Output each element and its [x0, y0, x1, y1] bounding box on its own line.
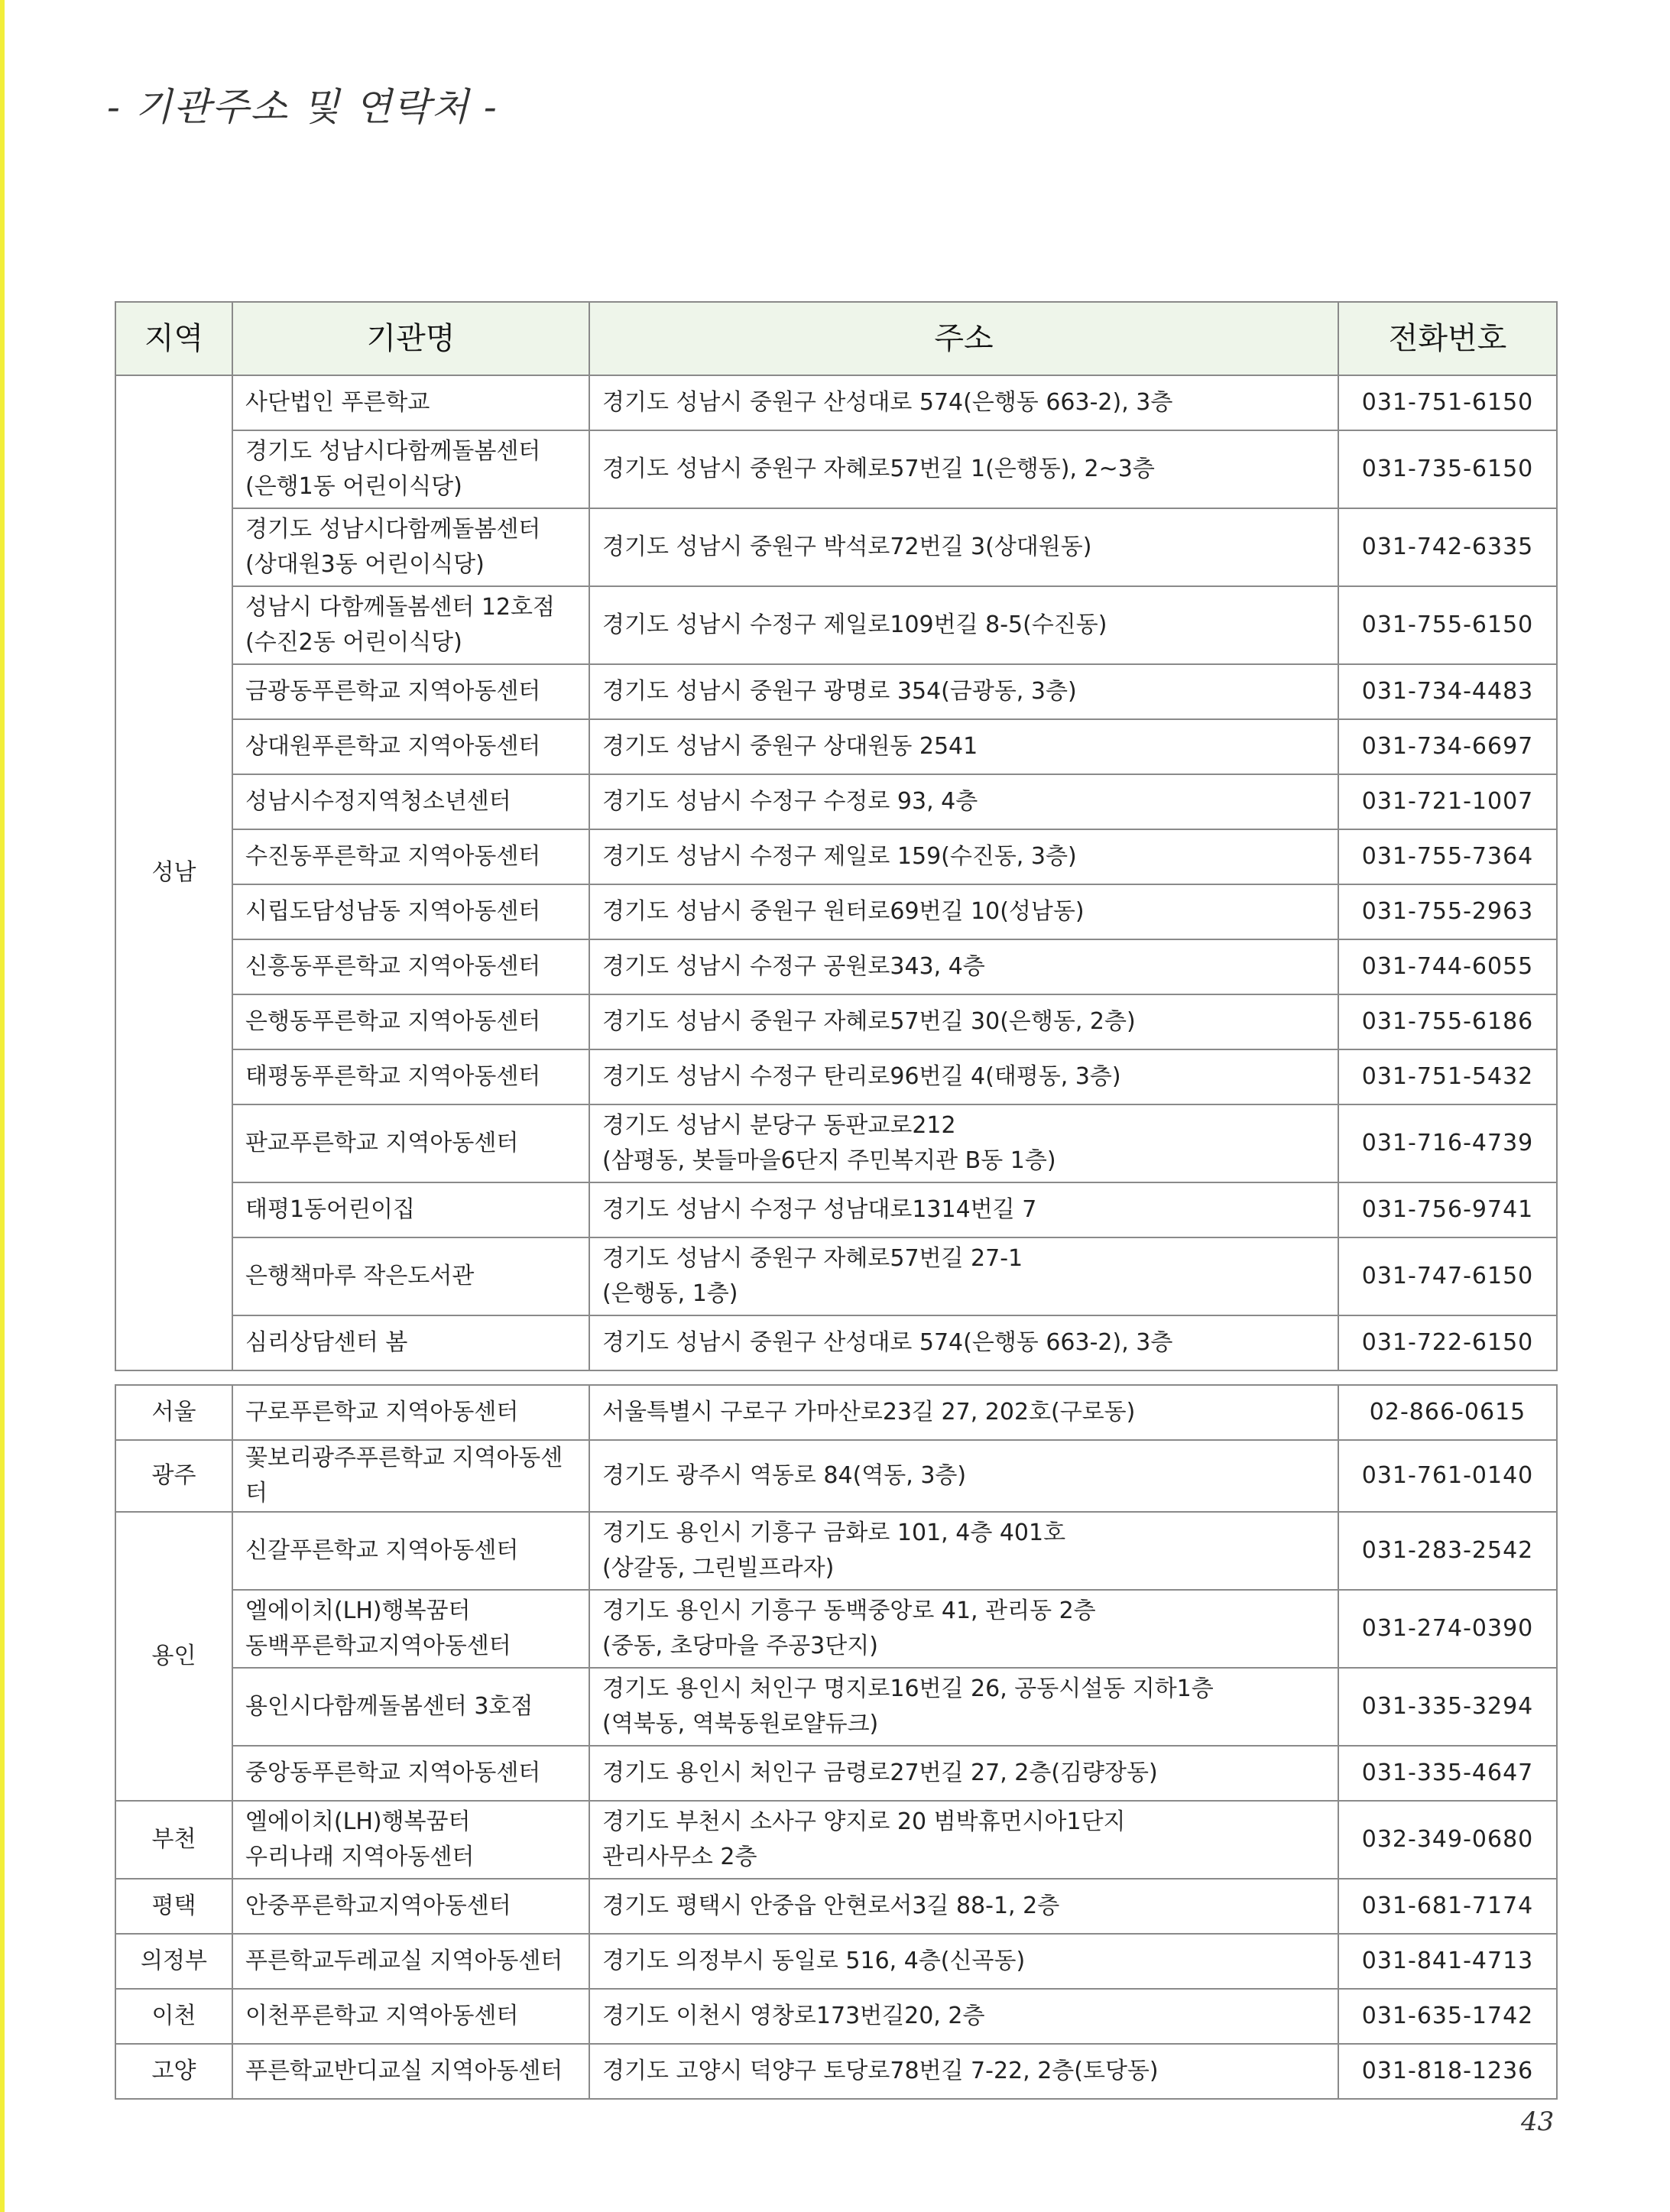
phone-cell: 031-681-7174 [1338, 1879, 1557, 1934]
org-name-cell: 안중푸른학교지역아동센터 [232, 1879, 589, 1934]
address-cell: 경기도 성남시 중원구 자혜로57번길 1(은행동), 2~3층 [589, 430, 1338, 508]
table-row [115, 774, 1557, 829]
table-row [115, 1989, 1557, 2044]
table-row [115, 508, 1557, 586]
table-row [115, 1746, 1557, 1801]
phone-cell: 031-751-5432 [1338, 1049, 1557, 1104]
table-row [115, 1590, 1557, 1668]
address-cell: 경기도 성남시 수정구 수정로 93, 4층 [589, 774, 1338, 829]
address-cell: 경기도 성남시 중원구 산성대로 574(은행동 663-2), 3층 [589, 1315, 1338, 1370]
org-name-cell: 상대원푸른학교 지역아동센터 [232, 719, 589, 774]
address-cell: 경기도 용인시 기흥구 금화로 101, 4층 401호 (상갈동, 그린빌프라자) [589, 1512, 1338, 1590]
address-cell: 경기도 용인시 처인구 금령로27번길 27, 2층(김량장동) [589, 1746, 1338, 1801]
address-cell: 경기도 성남시 중원구 산성대로 574(은행동 663-2), 3층 [589, 375, 1338, 430]
phone-cell: 031-335-4647 [1338, 1746, 1557, 1801]
seongnam-body [115, 375, 1557, 1370]
org-name-cell: 은행동푸른학교 지역아동센터 [232, 994, 589, 1049]
phone-cell: 031-735-6150 [1338, 430, 1557, 508]
org-name-cell: 수진동푸른학교 지역아동센터 [232, 829, 589, 884]
phone-cell: 031-755-7364 [1338, 829, 1557, 884]
org-name-cell: 태평동푸른학교 지역아동센터 [232, 1049, 589, 1104]
phone-cell: 031-755-2963 [1338, 884, 1557, 939]
org-name-cell: 태평1동어린이집 [232, 1182, 589, 1237]
org-name-cell: 이천푸른학교 지역아동센터 [232, 1989, 589, 2044]
phone-cell: 031-747-6150 [1338, 1237, 1557, 1315]
org-name-cell: 구로푸른학교 지역아동센터 [232, 1385, 589, 1440]
region-cell-seoul: 서울 [115, 1385, 232, 1440]
address-cell: 경기도 성남시 수정구 제일로 159(수진동, 3층) [589, 829, 1338, 884]
table-row [115, 1934, 1557, 1989]
page-edge-strip [0, 0, 5, 2212]
org-name-cell: 신갈푸른학교 지역아동센터 [232, 1512, 589, 1590]
table-row [115, 1879, 1557, 1934]
address-cell: 경기도 성남시 중원구 광명로 354(금광동, 3층) [589, 664, 1338, 719]
region-cell-icheon: 이천 [115, 1989, 232, 2044]
org-name-cell: 푸른학교반디교실 지역아동센터 [232, 2044, 589, 2099]
address-cell: 경기도 성남시 중원구 원터로69번길 10(성남동) [589, 884, 1338, 939]
org-name-cell: 푸른학교두레교실 지역아동센터 [232, 1934, 589, 1989]
phone-cell: 031-722-6150 [1338, 1315, 1557, 1370]
table-row [115, 1315, 1557, 1370]
region-cell-bucheon: 부천 [115, 1801, 232, 1879]
phone-cell: 02-866-0615 [1338, 1385, 1557, 1440]
table-row [115, 1512, 1557, 1590]
address-cell: 경기도 성남시 중원구 박석로72번길 3(상대원동) [589, 508, 1338, 586]
phone-cell: 031-761-0140 [1338, 1440, 1557, 1512]
phone-cell: 031-755-6186 [1338, 994, 1557, 1049]
other-regions-table [115, 1384, 1558, 2100]
address-cell: 경기도 용인시 처인구 명지로16번길 26, 공동시설동 지하1층 (역북동, 역북동원로얄듀크) [589, 1668, 1338, 1746]
region-cell-pyeongtaek: 평택 [115, 1879, 232, 1934]
phone-cell: 032-349-0680 [1338, 1801, 1557, 1879]
seongnam-table [115, 301, 1558, 1371]
other-regions-body [115, 1385, 1557, 2099]
address-cell: 경기도 성남시 수정구 성남대로1314번길 7 [589, 1182, 1338, 1237]
phone-cell: 031-635-1742 [1338, 1989, 1557, 2044]
org-name-cell: 성남시수정지역청소년센터 [232, 774, 589, 829]
header-region: 지역 [115, 302, 232, 375]
phone-cell: 031-751-6150 [1338, 375, 1557, 430]
table-row [115, 2044, 1557, 2099]
table-row [115, 884, 1557, 939]
header-name: 기관명 [232, 302, 589, 375]
table-row [115, 586, 1557, 664]
table-row [115, 375, 1557, 430]
address-cell: 경기도 성남시 중원구 상대원동 2541 [589, 719, 1338, 774]
phone-cell: 031-335-3294 [1338, 1668, 1557, 1746]
address-cell: 경기도 이천시 영창로173번길20, 2층 [589, 1989, 1338, 2044]
org-name-cell: 판교푸른학교 지역아동센터 [232, 1104, 589, 1182]
org-name-cell: 신흥동푸른학교 지역아동센터 [232, 939, 589, 994]
address-cell: 경기도 성남시 수정구 탄리로96번길 4(태평동, 3층) [589, 1049, 1338, 1104]
address-cell: 경기도 광주시 역동로 84(역동, 3층) [589, 1440, 1338, 1512]
org-name-cell: 은행책마루 작은도서관 [232, 1237, 589, 1315]
table-row [115, 664, 1557, 719]
phone-cell: 031-734-4483 [1338, 664, 1557, 719]
table-header-row [115, 302, 1557, 375]
org-name-cell: 심리상담센터 봄 [232, 1315, 589, 1370]
org-name-cell: 엘에이치(LH)행복꿈터 우리나래 지역아동센터 [232, 1801, 589, 1879]
phone-cell: 031-734-6697 [1338, 719, 1557, 774]
table-row [115, 1440, 1557, 1512]
table-row [115, 939, 1557, 994]
table-row [115, 1182, 1557, 1237]
table-row [115, 994, 1557, 1049]
address-cell: 경기도 성남시 수정구 제일로109번길 8-5(수진동) [589, 586, 1338, 664]
phone-cell: 031-742-6335 [1338, 508, 1557, 586]
header-address: 주소 [589, 302, 1338, 375]
address-cell: 경기도 성남시 중원구 자혜로57번길 27-1 (은행동, 1층) [589, 1237, 1338, 1315]
phone-cell: 031-841-4713 [1338, 1934, 1557, 1989]
region-cell-goyang: 고양 [115, 2044, 232, 2099]
org-name-cell: 사단법인 푸른학교 [232, 375, 589, 430]
org-name-cell: 엘에이치(LH)행복꿈터 동백푸른학교지역아동센터 [232, 1590, 589, 1668]
org-name-cell: 경기도 성남시다함께돌봄센터 (상대원3동 어린이식당) [232, 508, 589, 586]
org-name-cell: 시립도담성남동 지역아동센터 [232, 884, 589, 939]
phone-cell: 031-744-6055 [1338, 939, 1557, 994]
address-cell: 경기도 의정부시 동일로 516, 4층(신곡동) [589, 1934, 1338, 1989]
phone-cell: 031-756-9741 [1338, 1182, 1557, 1237]
address-cell: 경기도 고양시 덕양구 토당로78번길 7-22, 2층(토당동) [589, 2044, 1338, 2099]
table-row [115, 1104, 1557, 1182]
phone-cell: 031-716-4739 [1338, 1104, 1557, 1182]
table-row [115, 719, 1557, 774]
page-number: 43 [1521, 2107, 1555, 2137]
region-cell-gwangju: 광주 [115, 1440, 232, 1512]
table-row [115, 430, 1557, 508]
table-row [115, 829, 1557, 884]
org-name-cell: 꽃보리광주푸른학교 지역아동센터 [232, 1440, 589, 1512]
address-cell: 경기도 부천시 소사구 양지로 20 범박휴먼시아1단지 관리사무소 2층 [589, 1801, 1338, 1879]
table-row [115, 1801, 1557, 1879]
address-cell: 경기도 용인시 기흥구 동백중앙로 41, 관리동 2층 (중동, 초당마을 주공3단지) [589, 1590, 1338, 1668]
address-cell: 경기도 성남시 수정구 공원로343, 4층 [589, 939, 1338, 994]
phone-cell: 031-721-1007 [1338, 774, 1557, 829]
address-cell: 경기도 평택시 안중읍 안현로서3길 88-1, 2층 [589, 1879, 1338, 1934]
org-name-cell: 경기도 성남시다함께돌봄센터 (은행1동 어린이식당) [232, 430, 589, 508]
phone-cell: 031-274-0390 [1338, 1590, 1557, 1668]
phone-cell: 031-818-1236 [1338, 2044, 1557, 2099]
phone-cell: 031-755-6150 [1338, 586, 1557, 664]
region-cell-seongnam: 성남 [115, 375, 232, 1370]
table-row [115, 1049, 1557, 1104]
org-name-cell: 중앙동푸른학교 지역아동센터 [232, 1746, 589, 1801]
address-cell: 경기도 성남시 분당구 동판교로212 (삼평동, 봇들마을6단지 주민복지관 B동 1층) [589, 1104, 1338, 1182]
region-cell-yongin: 용인 [115, 1512, 232, 1801]
org-name-cell: 성남시 다함께돌봄센터 12호점 (수진2동 어린이식당) [232, 586, 589, 664]
address-cell: 서울특별시 구로구 가마산로23길 27, 202호(구로동) [589, 1385, 1338, 1440]
org-name-cell: 용인시다함께돌봄센터 3호점 [232, 1668, 589, 1746]
table-row [115, 1237, 1557, 1315]
phone-cell: 031-283-2542 [1338, 1512, 1557, 1590]
org-name-cell: 금광동푸른학교 지역아동센터 [232, 664, 589, 719]
table-row [115, 1385, 1557, 1440]
region-cell-uijeongbu: 의정부 [115, 1934, 232, 1989]
page-title: - 기관주소 및 연락처 - [107, 85, 498, 129]
address-cell: 경기도 성남시 중원구 자혜로57번길 30(은행동, 2층) [589, 994, 1338, 1049]
header-phone: 전화번호 [1338, 302, 1557, 375]
table-row [115, 1668, 1557, 1746]
